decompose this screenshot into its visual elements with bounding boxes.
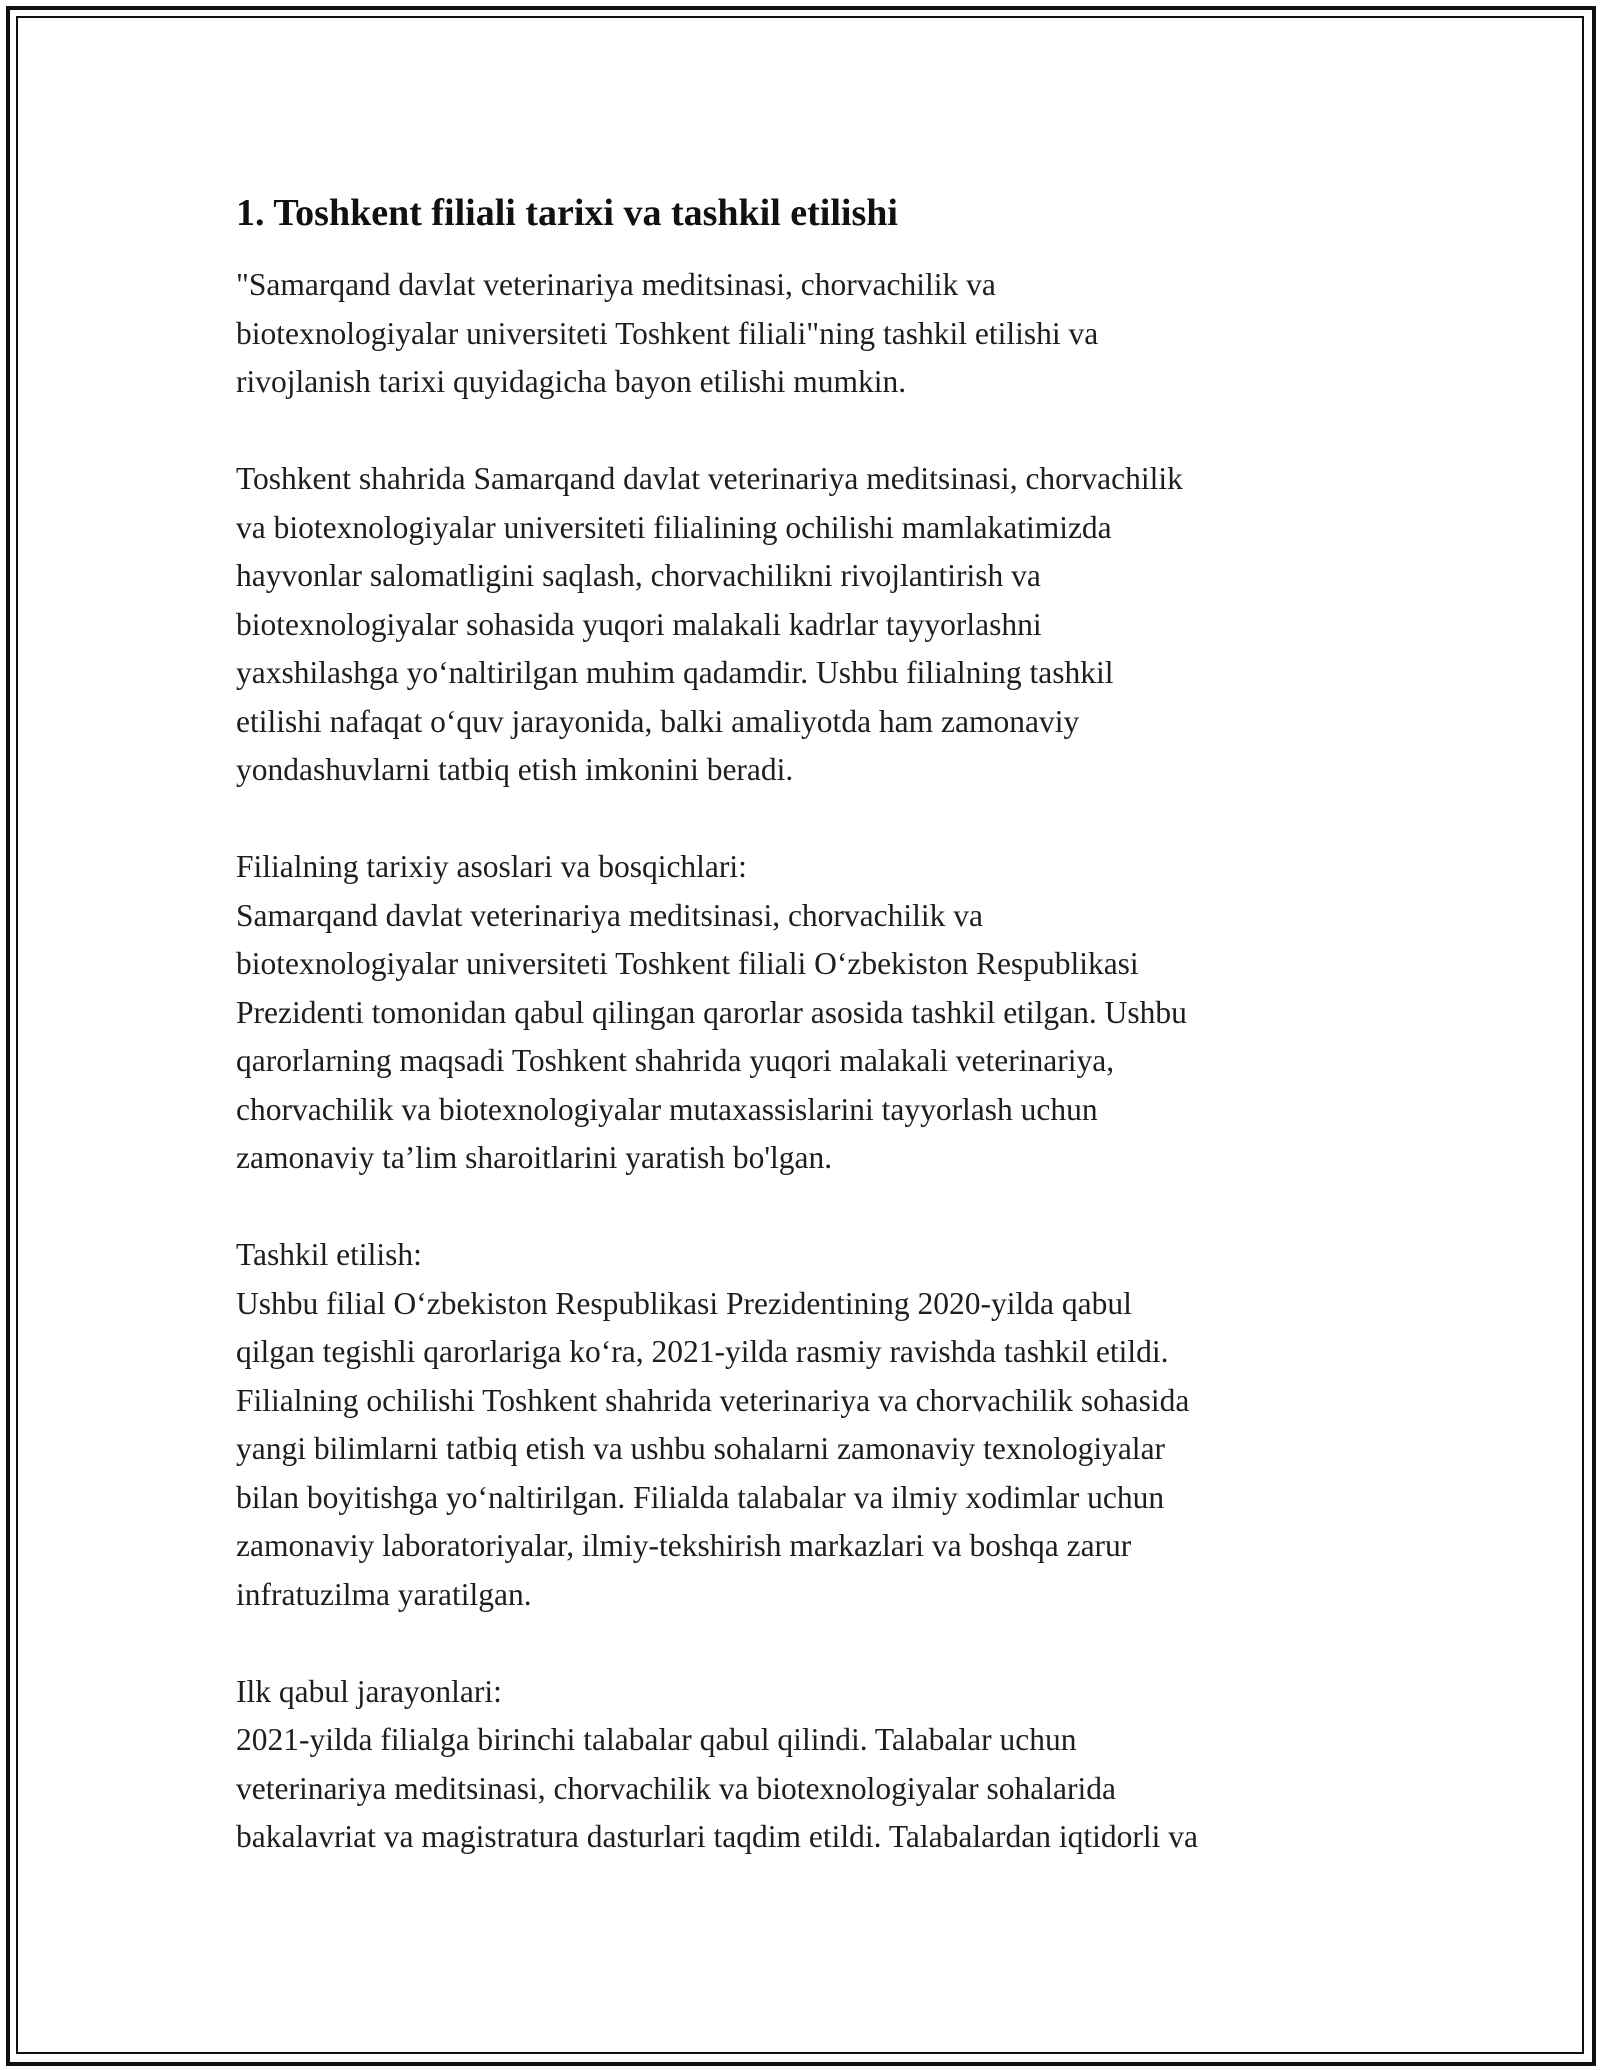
text-line: va biotexnologiyalar universiteti filialining ochilishi mamlakatimizda bbox=[236, 509, 1112, 545]
text-line: veterinariya meditsinasi, chorvachilik va biotexnologiyalar sohalarida bbox=[236, 1770, 1116, 1806]
paragraph-historical-basis bbox=[236, 843, 1376, 1183]
text-line: biotexnologiyalar universiteti Toshkent filiali"ning tashkil etilishi va bbox=[236, 315, 1099, 351]
text-line: chorvachilik va biotexnologiyalar mutaxassislarini tayyorlash uchun bbox=[236, 1091, 1098, 1127]
text-line: etilishi nafaqat o‘quv jarayonida, balki amaliyotda ham zamonaviy bbox=[236, 703, 1080, 739]
text-line: zamonaviy laboratoriyalar, ilmiy-tekshirish markazlari va boshqa zarur bbox=[236, 1528, 1132, 1563]
paragraph-first-admissions bbox=[236, 1668, 1376, 1862]
subheading-line: Filialning tarixiy asoslari va bosqichlari: bbox=[236, 849, 747, 884]
section-title: 1. Toshkent filiali tarixi va tashkil etilishi bbox=[236, 192, 898, 234]
text-line: Prezidenti tomonidan qabul qilingan qarorlar asosida tashkil etilgan. Ushbu bbox=[236, 994, 1187, 1030]
paragraph-intro bbox=[236, 261, 1376, 407]
paragraph-opening bbox=[236, 455, 1376, 795]
text-line: zamonaviy ta’lim sharoitlarini yaratish bo'lgan. bbox=[236, 1140, 833, 1175]
document-body bbox=[236, 185, 1376, 1910]
text-line: bilan boyitishga yo‘naltirilgan. Filialda talabalar va ilmiy xodimlar uchun bbox=[236, 1479, 1165, 1515]
text-line: 2021-yilda filialga birinchi talabalar qabul qilindi. Talabalar uchun bbox=[236, 1722, 1077, 1757]
text-line: yondashuvlarni tatbiq etish imkonini beradi. bbox=[236, 752, 794, 787]
text-line: hayvonlar salomatligini saqlash, chorvachilikni rivojlantirish va bbox=[236, 558, 1041, 593]
paragraph-establishment bbox=[236, 1231, 1376, 1619]
text-line: qarorlarning maqsadi Toshkent shahrida yuqori malakali veterinariya, bbox=[236, 1043, 1115, 1078]
text-line: Ushbu filial O‘zbekiston Respublikasi Prezidentining 2020-yilda qabul bbox=[236, 1285, 1132, 1321]
text-line: rivojlanish tarixi quyidagicha bayon etilishi mumkin. bbox=[236, 364, 907, 399]
text-line: Samarqand davlat veterinariya meditsinasi, chorvachilik va bbox=[236, 897, 983, 933]
text-line: biotexnologiyalar universiteti Toshkent filiali O‘zbekiston Respublikasi bbox=[236, 946, 1139, 981]
text-line: biotexnologiyalar sohasida yuqori malakali kadrlar tayyorlashni bbox=[236, 606, 1042, 642]
text-line: Filialning ochilishi Toshkent shahrida veterinariya va chorvachilik sohasida bbox=[236, 1382, 1190, 1418]
text-line: bakalavriat va magistratura dasturlari taqdim etildi. Talabalardan iqtidorli va bbox=[236, 1819, 1198, 1854]
text-line: Toshkent shahrida Samarqand davlat veterinariya meditsinasi, chorvachilik bbox=[236, 461, 1183, 496]
text-line: yaxshilashga yo‘naltirilgan muhim qadamdir. Ushbu filialning tashkil bbox=[236, 655, 1114, 690]
text-line: infratuzilma yaratilgan. bbox=[236, 1576, 532, 1612]
text-line: "Samarqand davlat veterinariya meditsinasi, chorvachilik va bbox=[236, 267, 996, 302]
text-line: qilgan tegishli qarorlariga ko‘ra, 2021-yilda rasmiy ravishda tashkil etildi. bbox=[236, 1334, 1169, 1369]
text-line: yangi bilimlarni tatbiq etish va ushbu sohalarni zamonaviy texnologiyalar bbox=[236, 1431, 1166, 1466]
subheading-line: Tashkil etilish: bbox=[236, 1237, 422, 1272]
subheading-line: Ilk qabul jarayonlari: bbox=[236, 1673, 502, 1709]
